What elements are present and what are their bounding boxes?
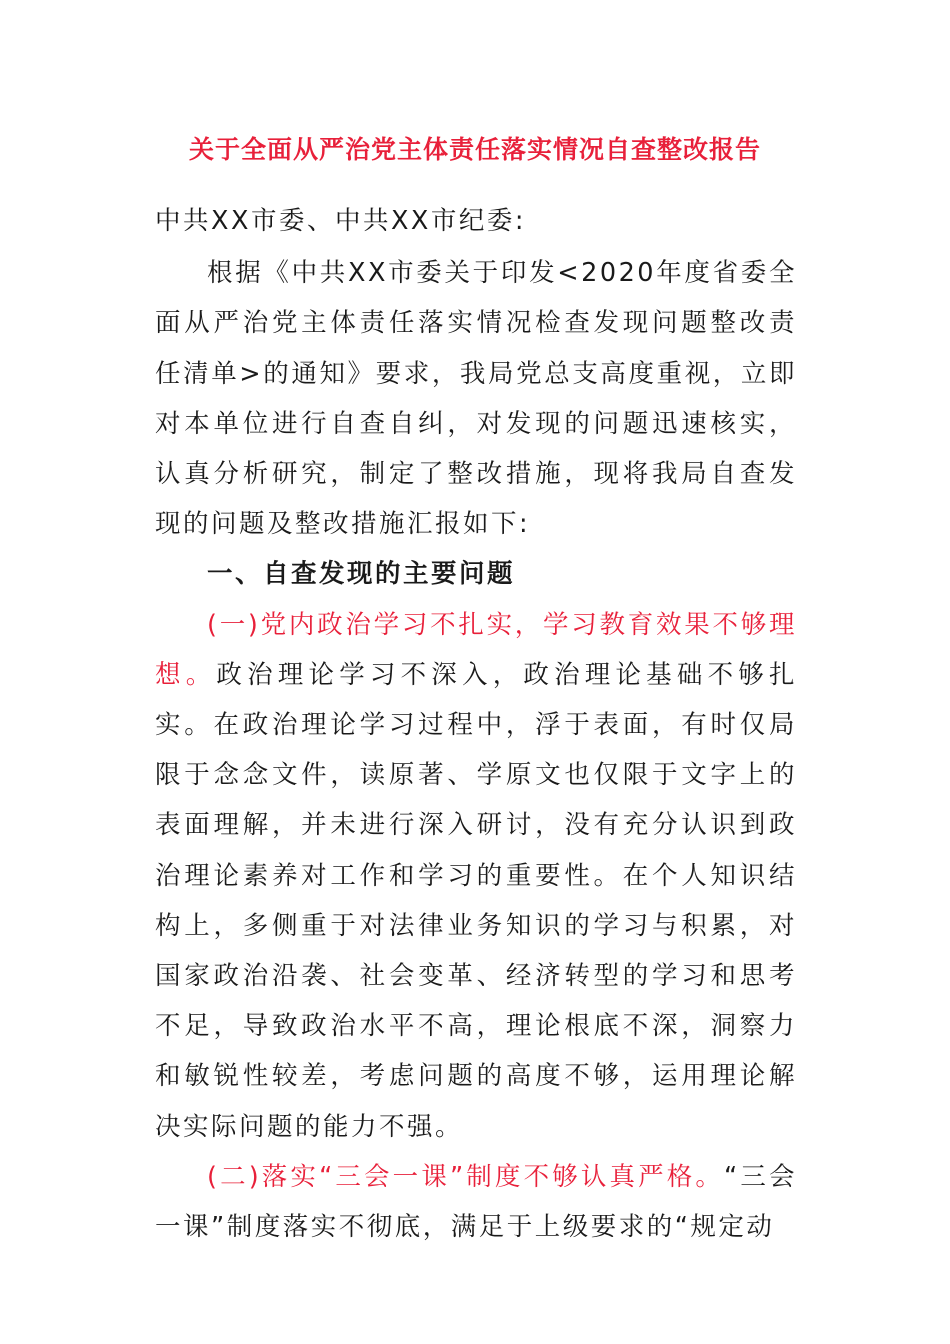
section-heading-1: 一、自查发现的主要问题	[207, 559, 516, 590]
item-2-body: “三会一课”制度落实不彻底，满足于上级要求的“规定动	[155, 1161, 797, 1243]
intro-paragraph: 根据《中共XX市委关于印发<2020年度省委全面从严治党主体责任落实情况检查发现问题整改责任清单>的通知》要求，我局党总支高度重视，立即对本单位进行自查自纠，对发现的问题迅速核实，认真分析研究，制定了整改措施，现将我局自查发现的问题及整改措施汇报如下:	[155, 258, 797, 540]
document-body	[155, 196, 797, 1252]
item-1-body: 政治理论学习不深入，政治理论基础不够扎实。在政治理论学习过程中，浮于表面，有时仅局限于念念文件，读原著、学原文也仅限于文字上的表面理解，并未进行深入研讨，没有充分认识到政治理论素养对工作和学习的重要性。在个人知识结构上，多侧重于对法律业务知识的学习与积累，对国家政治沿袭、社会变革、经济转型的学习和思考不足，导致政治水平不高，理论根底不深，洞察力和敏锐性较差，考虑问题的高度不够，运用理论解决实际问题的能力不强。	[155, 659, 797, 1142]
item-1-paragraph	[155, 600, 797, 1152]
document-title: 关于全面从严治党主体责任落实情况自查整改报告	[188, 135, 761, 164]
salutation: 中共XX市委、中共XX市纪委:	[155, 206, 526, 236]
item-2-heading: (二)落实“三会一课”制度不够认真严格。	[207, 1161, 725, 1192]
item-2-paragraph	[155, 1152, 797, 1252]
item-1-heading: (一)党内政治学习不扎实，学习教育效果不够理想。	[155, 609, 797, 690]
